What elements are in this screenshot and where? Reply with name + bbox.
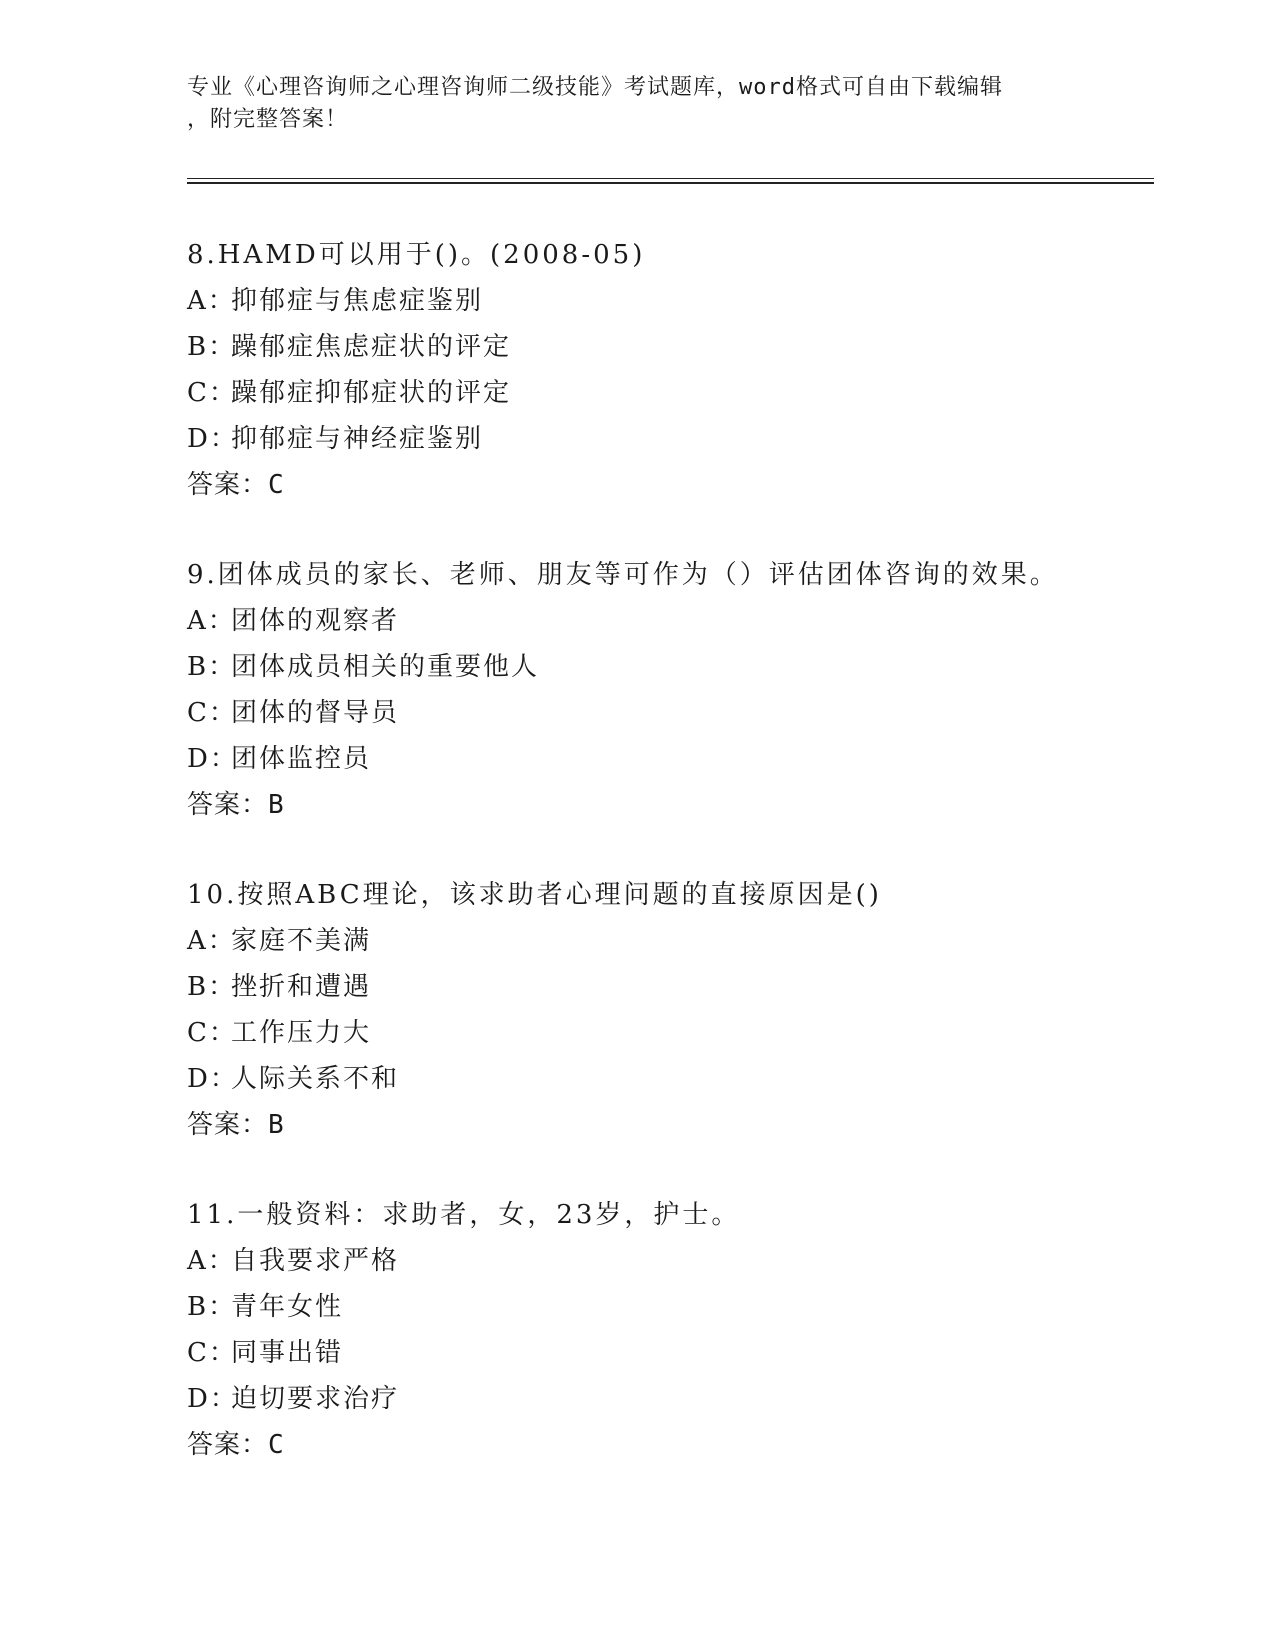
option-letter: C： bbox=[187, 1018, 237, 1048]
answer-label: 答案： bbox=[187, 1110, 269, 1140]
option-c bbox=[187, 1330, 1147, 1376]
question-stem: 10.按照ABC理论，该求助者心理问题的直接原因是() bbox=[187, 880, 882, 910]
option-text: 团体成员相关的重要他人 bbox=[231, 652, 540, 682]
header-divider-thin bbox=[187, 178, 1154, 179]
answer-label: 答案： bbox=[187, 1430, 269, 1460]
question-stem: 11.一般资料：求助者，女，23岁，护士。 bbox=[187, 1200, 741, 1230]
option-c bbox=[187, 1010, 1147, 1056]
header-line-1: 专业《心理咨询师之心理咨询师二级技能》考试题库，word格式可自由下载编辑 bbox=[187, 75, 1003, 100]
option-a bbox=[187, 278, 1147, 324]
option-b bbox=[187, 964, 1147, 1010]
option-text: 团体监控员 bbox=[231, 744, 372, 774]
answer-label: 答案： bbox=[187, 470, 269, 500]
option-text: 自我要求严格 bbox=[231, 1246, 400, 1276]
option-a bbox=[187, 1238, 1147, 1284]
answer-value: B bbox=[268, 790, 285, 820]
option-text: 同事出错 bbox=[231, 1338, 344, 1368]
option-text: 工作压力大 bbox=[231, 1018, 372, 1048]
question-8 bbox=[187, 232, 1147, 508]
question-10 bbox=[187, 872, 1147, 1148]
header-line-2: ，附完整答案！ bbox=[187, 107, 349, 132]
header-divider-thick bbox=[187, 182, 1154, 184]
option-d bbox=[187, 1056, 1147, 1102]
option-c bbox=[187, 370, 1147, 416]
option-b bbox=[187, 644, 1147, 690]
option-letter: D： bbox=[187, 744, 238, 774]
option-letter: C： bbox=[187, 1338, 237, 1368]
option-text: 挫折和遭遇 bbox=[231, 972, 372, 1002]
option-text: 人际关系不和 bbox=[231, 1064, 400, 1094]
answer-label: 答案： bbox=[187, 790, 269, 820]
option-a bbox=[187, 598, 1147, 644]
option-text: 团体的督导员 bbox=[231, 698, 400, 728]
option-letter: D： bbox=[187, 1384, 238, 1414]
question-9 bbox=[187, 552, 1147, 828]
question-stem: 9.团体成员的家长、老师、朋友等可作为（）评估团体咨询的效果。 bbox=[187, 560, 1059, 590]
option-text: 抑郁症与神经症鉴别 bbox=[231, 424, 484, 454]
option-letter: A： bbox=[187, 606, 236, 636]
document-header bbox=[187, 72, 1087, 136]
answer-line bbox=[187, 782, 1147, 828]
option-text: 迫切要求治疗 bbox=[231, 1384, 400, 1414]
answer-line bbox=[187, 1422, 1147, 1468]
answer-value: C bbox=[268, 470, 285, 500]
option-letter: B： bbox=[187, 1292, 237, 1322]
option-text: 家庭不美满 bbox=[231, 926, 372, 956]
option-b bbox=[187, 1284, 1147, 1330]
question-11 bbox=[187, 1192, 1147, 1468]
option-letter: A： bbox=[187, 926, 236, 956]
option-text: 躁郁症焦虑症状的评定 bbox=[231, 332, 512, 362]
option-letter: B： bbox=[187, 972, 237, 1002]
option-text: 团体的观察者 bbox=[231, 606, 400, 636]
option-d bbox=[187, 736, 1147, 782]
answer-value: C bbox=[268, 1430, 285, 1460]
option-d bbox=[187, 416, 1147, 462]
answer-line bbox=[187, 1102, 1147, 1148]
option-a bbox=[187, 918, 1147, 964]
option-b bbox=[187, 324, 1147, 370]
option-text: 躁郁症抑郁症状的评定 bbox=[231, 378, 512, 408]
option-letter: A： bbox=[187, 1246, 236, 1276]
option-text: 青年女性 bbox=[231, 1292, 344, 1322]
option-text: 抑郁症与焦虑症鉴别 bbox=[231, 286, 484, 316]
answer-line bbox=[187, 462, 1147, 508]
option-letter: C： bbox=[187, 378, 237, 408]
option-letter: C： bbox=[187, 698, 237, 728]
question-stem: 8.HAMD可以用于()。(2008-05) bbox=[187, 240, 646, 270]
option-letter: D： bbox=[187, 1064, 238, 1094]
option-letter: B： bbox=[187, 332, 237, 362]
option-letter: B： bbox=[187, 652, 237, 682]
option-d bbox=[187, 1376, 1147, 1422]
answer-value: B bbox=[268, 1110, 285, 1140]
option-c bbox=[187, 690, 1147, 736]
option-letter: A： bbox=[187, 286, 236, 316]
option-letter: D： bbox=[187, 424, 238, 454]
